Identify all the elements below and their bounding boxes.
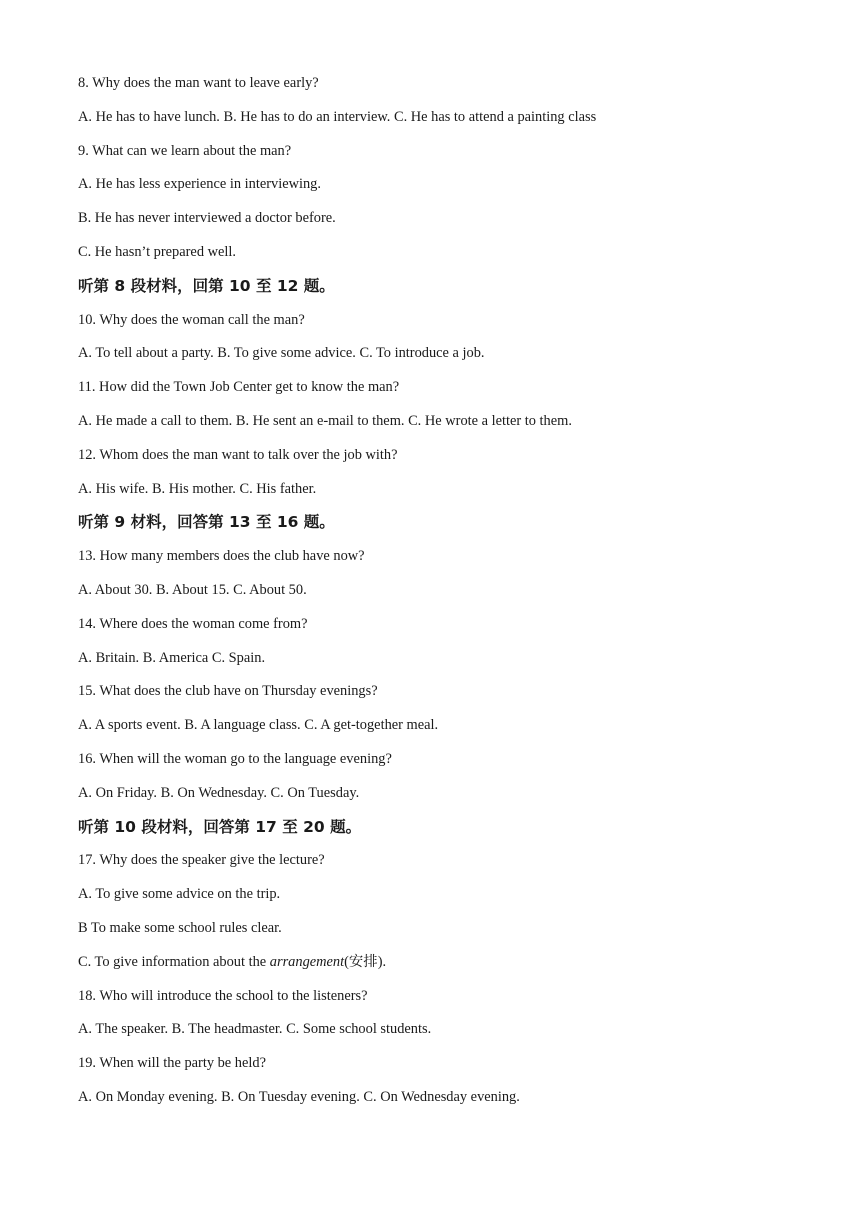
- options-16: A. On Friday. B. On Wednesday. C. On Tuesday.: [78, 784, 360, 801]
- section-heading-9: 听第 9 材料，回答第 13 至 16 题。: [78, 513, 335, 532]
- question-14: 14. Where does the woman come from?: [78, 615, 308, 632]
- question-8: 8. Why does the man want to leave early?: [78, 75, 319, 91]
- option-17c-suffix: (安排).: [344, 953, 387, 970]
- option-9a: A. He has less experience in interviewing.: [78, 176, 321, 193]
- document-page: [78, 72, 798, 1120]
- option-17a: A. To give some advice on the trip.: [78, 886, 281, 903]
- options-10: A. To tell about a party. B. To give some advice. C. To introduce a job.: [78, 345, 485, 362]
- question-17: 17. Why does the speaker give the lecture?: [78, 852, 325, 869]
- option-17c-prefix: C. To give information about the: [78, 953, 270, 970]
- question-11: 11. How did the Town Job Center get to know the man?: [78, 379, 400, 396]
- options-18: A. The speaker. B. The headmaster. C. Some school students.: [78, 1021, 432, 1038]
- options-15: A. A sports event. B. A language class. C. A get-together meal.: [78, 717, 439, 734]
- option-17b: B To make some school rules clear.: [78, 919, 282, 936]
- options-13: A. About 30. B. About 15. C. About 50.: [78, 581, 307, 598]
- option-17c-emphasis: arrangement: [269, 953, 345, 970]
- options-11: A. He made a call to them. B. He sent an e-mail to them. C. He wrote a letter to them.: [78, 412, 572, 429]
- option-9b: B. He has never interviewed a doctor before.: [78, 210, 336, 227]
- question-12: 12. Whom does the man want to talk over the job with?: [78, 446, 398, 463]
- question-10: 10. Why does the woman call the man?: [78, 311, 305, 328]
- question-18: 18. Who will introduce the school to the listeners?: [78, 987, 368, 1004]
- question-16: 16. When will the woman go to the language evening?: [78, 750, 392, 767]
- section-heading-10: 听第 10 段材料，回答第 17 至 20 题。: [78, 817, 362, 836]
- options-19: A. On Monday evening. B. On Tuesday evening. C. On Wednesday evening.: [78, 1088, 520, 1105]
- option-17c: [78, 951, 798, 985]
- option-9c: C. He hasn’t prepared well.: [78, 243, 236, 260]
- question-13: 13. How many members does the club have now?: [78, 548, 365, 565]
- question-15: 15. What does the club have on Thursday evenings?: [78, 683, 378, 700]
- options-12: A. His wife. B. His mother. C. His father.: [78, 480, 317, 497]
- question-19: 19. When will the party be held?: [78, 1055, 266, 1072]
- options-8: A. He has to have lunch. B. He has to do an interview. C. He has to attend a painting class: [78, 108, 597, 125]
- options-14: A. Britain. B. America C. Spain.: [78, 649, 266, 666]
- question-9: 9. What can we learn about the man?: [78, 142, 292, 159]
- section-heading-8: 听第 8 段材料，回第 10 至 12 题。: [78, 276, 335, 295]
